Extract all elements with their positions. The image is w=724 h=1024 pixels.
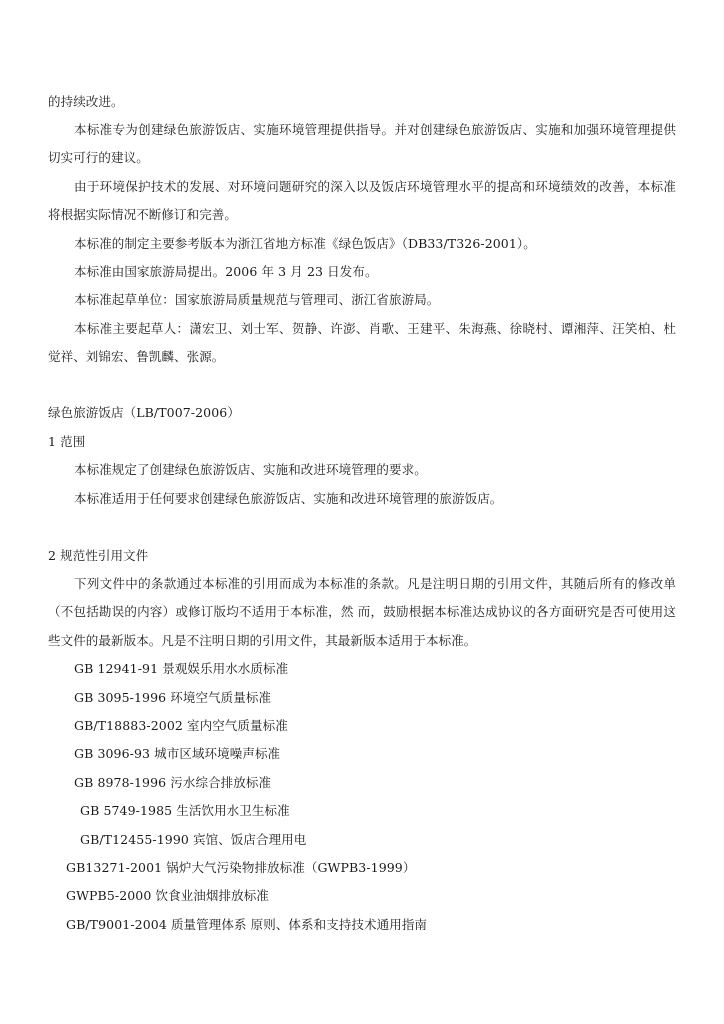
preface-paragraph-purpose-line1: 本标准专为创建绿色旅游饭店、实施环境管理提供指导。并对创建绿色旅游饭店、实施和加强环境管理提供 <box>74 122 676 137</box>
standard-title: 绿色旅游饭店（LB/T007-2006） <box>48 405 240 420</box>
reference-item: GB 5749-1985 生活饮用水卫生标准 <box>80 803 290 818</box>
reference-item: GWPB5-2000 饮食业油烟排放标准 <box>66 888 269 903</box>
preface-continuation: 的持续改进。 <box>48 94 124 109</box>
preface-paragraph-issued: 本标准由国家旅游局提出。2006 年 3 月 23 日发布。 <box>74 264 378 279</box>
preface-paragraph-drafting-units: 本标准起草单位：国家旅游局质量规范与管理司、浙江省旅游局。 <box>74 292 440 307</box>
scope-paragraph-1: 本标准规定了创建绿色旅游饭店、实施和改进环境管理的要求。 <box>74 462 427 477</box>
preface-paragraph-purpose-line2: 切实可行的建议。 <box>48 150 149 165</box>
reference-item: GB 3095-1996 环境空气质量标准 <box>74 690 272 705</box>
preface-paragraph-drafters-line2: 觉祥、刘锦宏、鲁凯麟、张源。 <box>48 349 225 364</box>
preface-paragraph-revision-line2: 将根据实际情况不断修订和完善。 <box>48 207 238 222</box>
scope-paragraph-2: 本标准适用于任何要求创建绿色旅游饭店、实施和改进环境管理的旅游饭店。 <box>74 491 503 506</box>
references-intro-line3: 些文件的最新版本。凡是不注明日期的引用文件，其最新版本适用于本标准。 <box>48 633 477 648</box>
reference-item: GB 12941-91 景观娱乐用水水质标准 <box>74 661 289 676</box>
reference-item: GB/T18883-2002 室内空气质量标准 <box>74 718 288 733</box>
references-intro-line2: （不包括勘误的内容）或修订版均不适用于本标准，然 而，鼓励根据本标准达成协议的各方面研究是否可使用这 <box>48 604 676 619</box>
reference-item: GB/T9001-2004 质量管理体系 原则、体系和支持技术通用指南 <box>66 917 428 932</box>
references-intro-line1: 下列文件中的条款通过本标准的引用而成为本标准的条款。凡是注明日期的引用文件，其随后所有的修改单 <box>74 576 676 591</box>
reference-item: GB 3096-93 城市区域环境噪声标准 <box>74 746 281 761</box>
reference-item: GB 8978-1996 污水综合排放标准 <box>74 775 272 790</box>
section-heading-scope: 1 范围 <box>48 434 86 449</box>
section-heading-normative-references: 2 规范性引用文件 <box>48 548 149 563</box>
reference-item: GB/T12455-1990 宾馆、饭店合理用电 <box>80 832 307 847</box>
preface-paragraph-drafters-line1: 本标准主要起草人：潇宏卫、刘士军、贺静、许澎、肖歌、王建平、朱海燕、徐晓村、谭湘萍、汪笑柏、杜 <box>74 321 676 336</box>
reference-item: GB13271-2001 锅炉大气污染物排放标准（GWPB3-1999） <box>66 860 416 875</box>
preface-paragraph-revision-line1: 由于环境保护技术的发展、对环境问题研究的深入以及饭店环境管理水平的提高和环境绩效的改善，本标准 <box>74 179 676 194</box>
preface-paragraph-reference: 本标准的制定主要参考版本为浙江省地方标准《绿色饭店》（DB33/T326-2001）。 <box>74 236 536 251</box>
